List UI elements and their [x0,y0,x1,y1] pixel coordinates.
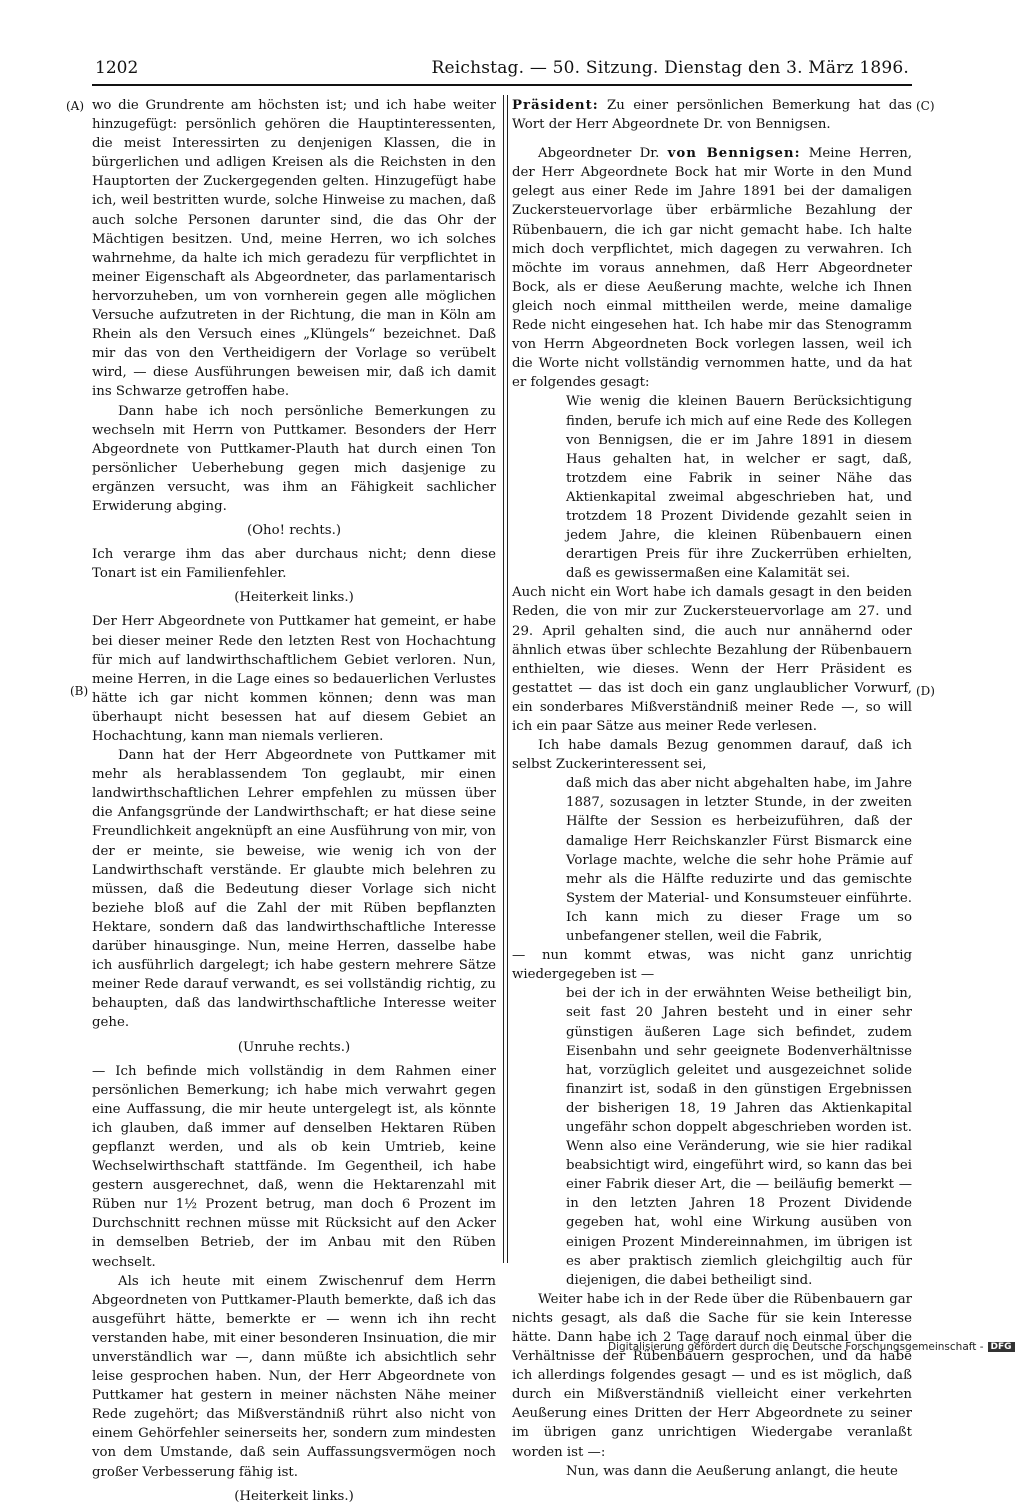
interjection: (Oho! rechts.) [246,523,342,539]
paragraph: — Ich befinde mich vollständig in dem Rahmen einer persönlichen Bemerkung; ich habe mich verwahrt gegen eine Auffassung, die mir heute untergelegt ist, als könnte ich glauben, daß immer auf denselben Hektaren Rüben gepflanzt werden, und als ob kein Umtrieb, keine Wechselwirthschaft stattfände. Im Gegentheil, ich habe gestern ausgerechnet, daß, wenn die Hektarenzahl mit Rüben nur 1½ Prozent betrug, man doch 6 Prozent im Durchschnitt rechnen müsse mit Rücksicht auf den Acker in demselben Betrieb, der im Anbau mit den Rüben wechselt. [92,1063,496,1270]
margin-marker-a: (A) [66,99,85,113]
running-title: Reichstag. — 50. Sitzung. Dienstag den 3. März 1896. [431,58,909,78]
paragraph: wo die Grundrente am höchsten ist; und ich habe weiter hinzugefügt: persönlich gehören die Hauptinteressenten, die meist Interessirten zu denjenigen Klassen, die in bürgerlichen und adligen Kreisen als die Reichsten in den Hauptorten der Zuckergegenden gelten. Hinzugefügt habe ich, weil bestritten wurde, solche Hinweise zu machen, daß auch solche Personen darunter sind, die das Ohr der Mächtigen besitzen. Und, meine Herren, wo ich solches wahrnehme, da halte ich mich geradezu für verpflichtet in meiner Eigenschaft als Abgeordneter, das parlamentarisch hervorzuheben, um von vornherein gegen alle möglichen Versuche aufzutreten in der Richtung, die man in Köln am Rhein als den Versuch eines „Klüngels“ bezeichnet. Daß mir das von den Vertheidigern der Vorlage so verübelt wird, — diese Ausführungen beweisen mir, daß ich damit ins Schwarze getroffen habe. [92,98,496,400]
speaker-prefix: Abgeordneter Dr. [538,146,660,162]
quotation: bei der ich in der erwähnten Weise betheiligt bin, seit fast 20 Jahren besteht und in einer sehr günstigen äußeren Lage sich befindet, zudem Eisenbahn und sehr geeignete Bodenverhältnisse hat, vorzüglich geleitet und ausgezeichnet solide finanzirt ist, sodaß in den günstigen Ergebnissen der bisherigen 18, 19 Jahren das Aktienkapital ungefähr schon doppelt abgeschrieben worden ist. Wenn also eine Veränderung, wie sie hier radikal beabsichtigt wird, eingeführt wird, so kann das bei einer Fabrik dieser Art, die — beiläufig bemerkt — in den letzten Jahren 18 Prozent Dividende gegeben hat, wohl eine Wirkung ausüben von einigen Prozent Mindereinnahmen, im übrigen ist es aber praktisch ziemlich gleichgiltig auch für diejenigen, die dabei betheiligt sind. [566,986,912,1288]
paragraph: Weiter habe ich in der Rede über die Rübenbauern gar nichts gesagt, als daß die Sache für sie kein Interesse hätte. Dann habe ich 2 Tage darauf noch einmal über die Verhältnisse der Rübenbauern gesprochen, und da habe ich allerdings folgendes gesagt — und es ist möglich, daß durch ein Mißverständniß vielleicht einer verkehrten Aeußerung eines Dritten der Herr Abgeordnete zu seiner im übrigen ganz unrichtigen Wiedergabe veranlaßt worden ist —: [512,1291,912,1460]
speaker-paragraph [512,144,912,392]
paragraph: Ich habe damals Bezug genommen darauf, daß ich selbst Zuckerinteressent sei, [512,738,912,773]
left-column [92,96,496,1511]
header-rule [92,84,912,86]
paragraph: Auch nicht ein Wort habe ich damals gesagt in den beiden Reden, die von mir zur Zuckersteuervorlage am 27. und 29. April gehalten sind, die auch nur annähernd oder ähnlich etwas über schlechte Bezahlung der Rübenbauern enthielten, wie dieses. Wenn der Herr Präsident es gestattet — das ist doch ein ganz unglaublicher Vorwurf, ein sonderbares Mißverständniß meiner Rede —, so will ich ein paar Sätze aus meiner Rede verlesen. [512,585,912,734]
quotation: daß mich das aber nicht abgehalten habe, im Jahre 1887, sozusagen in letzter Stunde, in der zweiten Hälfte der Session es herbeizuführen, daß der damalige Herr Reichskanzler Fürst Bismarck eine Vorlage machte, welche die sehr hohe Prämie auf mehr als die Hälfte reduzirte und das gemischte System der Material- und Konsumsteuer einführte. Ich kann mich zu dieser Frage um so unbefangener stellen, weil die Fabrik, [566,776,912,945]
column-divider [503,95,504,1263]
president-label: Präsident: [512,98,599,113]
column-divider-second [507,95,508,1263]
quotation: Nun, was dann die Aeußerung anlangt, die heute [566,1463,898,1479]
margin-marker-b: (B) [70,684,89,698]
interjection: (Unruhe rechts.) [237,1039,351,1055]
margin-marker-d: (D) [916,684,935,698]
interjection: (Heiterkeit links.) [234,590,354,606]
paragraph: Ich verarge ihm das aber durchaus nicht; denn diese Tonart ist ein Familienfehler. [92,547,496,582]
spacer [512,134,912,144]
paragraph: Der Herr Abgeordnete von Puttkamer hat gemeint, er habe bei dieser meiner Rede den letzten Rest von Hochachtung für mich auf landwirthschaftlichem Gebiet verloren. Nun, meine Herren, in die Lage eines so bedauerlichen Verlustes hätte ich gar nicht kommen können; denn was man überhaupt nicht besessen hat auf diesem Gebiet an Hochachtung, kann man niemals verlieren. [92,614,496,744]
paragraph: — nun kommt etwas, was nicht ganz unrichtig wiedergegeben ist — [512,948,912,983]
page-header [95,58,909,80]
quotation: Wie wenig die kleinen Bauern Berücksichtigung finden, berufe ich mich auf eine Rede des Kollegen von Bennigsen, die er im Jahre 1891 in diesem Haus gehalten hat, in welcher er sagt, daß, trotzdem eine Fabrik in seiner Nähe das Aktienkapital zweimal abgeschrieben hat, und trotzdem 18 Prozent Dividende gezahlt seien in jedem Jahre, die kleinen Rübenbauern einen derartigen Preis für ihre Zuckerrüben erhielten, daß es gewissermaßen eine Kalamität sei. [566,394,912,582]
margin-marker-c: (C) [916,99,935,113]
president-text: Zu einer persönlichen Bemerkung hat das Wort der Herr Abgeordnete Dr. von Bennigsen. [512,98,912,133]
footer [608,1341,1015,1353]
paragraph: Dann hat der Herr Abgeordnete von Puttkamer mit mehr als herablassendem Ton geglaubt, mir einen landwirthschaftlichen Lehrer empfehlen zu müssen über die Anfangsgründe der Landwirthschaft; er hat diese seine Freundlichkeit angeknüpft an eine Ausführung von mir, von der er meinte, sie beweise, wie wenig ich von der Landwirthschaft verstände. Er glaubte mich belehren zu müssen, daß die Bedeutung dieser Vorlage sich nicht beziehe bloß auf die Zahl der mit Rüben bepflanzten Hektare, sondern daß das landwirthschaftliche Interesse darüber hinausginge. Nun, meine Herren, dasselbe habe ich ausführlich dargelegt; ich habe gestern mehrere Sätze meiner Rede darauf verwandt, es sei vollständig richtig, zu behaupten, daß das landwirthschaftliche Interesse weiter gehe. [92,748,496,1031]
paragraph: Als ich heute mit einem Zwischenruf dem Herrn Abgeordneten von Puttkamer-Plauth bemerkte, daß ich das ausgeführt hätte, bemerkte er — wenn ich ihn recht verstanden habe, mit einer besonderen Insinuation, die mir unverständlich war —, dann müßte ich absichtlich sehr leise gesprochen haben. Nun, der Herr Abgeordnete von Puttkamer hat gestern in meiner nächsten Nähe meiner Rede zugehört; das Mißverständniß rührt also nicht von einem Gehörfehler seinerseits her, sondern zum mindesten von dem Umstande, daß sein Auffassungsvermögen noch großer Verbesserung fähig ist. [92,1273,496,1480]
page-number: 1202 [95,58,139,78]
interjection: (Heiterkeit links.) [234,1488,354,1504]
footer-text: Digitalisierung gefördert durch die Deutsche Forschungsgemeinschaft - [608,1341,984,1353]
speaker-name: von Bennigsen: [667,146,801,162]
dfg-logo-icon: DFG [988,1342,1015,1352]
paragraph-text: Meine Herren, der Herr Abgeordnete Bock hat mir Worte in den Mund gelegt aus einer Rede im Jahre 1891 bei der damaligen Zuckersteuervorlage über erbärmliche Bezahlung der Rübenbauern, die ich gar nicht gemacht habe. Ich halte mich doch verpflichtet, mich dagegen zu verwahren. Ich möchte im voraus annehmen, daß Herr Abgeordneter Bock, als er diese Aeußerung machte, welche ich Ihnen gleich noch einmal mittheilen werde, meine damalige Rede nicht eingesehen hat. Ich habe mir das Stenogramm von Herrn Abgeordneten Bock vorlegen lassen, weil ich die Worte nicht vollständig vernommen hatte, und da hat er folgendes gesagt: [512,146,912,391]
paragraph: Dann habe ich noch persönliche Bemerkungen zu wechseln mit Herrn von Puttkamer. Besonders der Herr Abgeordnete von Puttkamer-Plauth hat durch einen Ton persönlicher Ueberhebung gegen mich dasjenige zu ergänzen versucht, was ihm an Fähigkeit sachlicher Erwiderung abging. [92,403,496,514]
president-statement [512,96,912,134]
right-column [512,96,912,1481]
